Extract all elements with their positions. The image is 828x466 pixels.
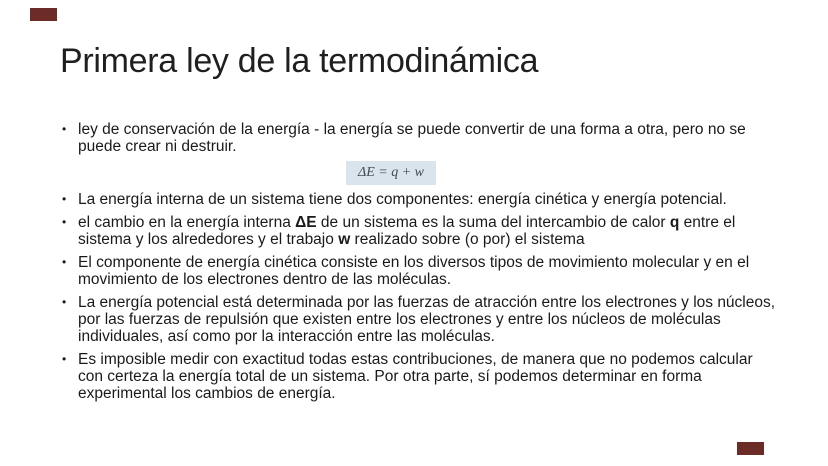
bullet-icon: • xyxy=(62,295,67,309)
bullet-icon: • xyxy=(62,122,67,136)
bullet-icon: • xyxy=(62,215,67,229)
list-item xyxy=(62,254,776,288)
bullet-text: La energía potencial está determinada por las fuerzas de atracción entre los electrones y los núcleos, por las fuerzas de repulsión que existen entre los electrones y entre los núcleos de moléculas individuales, así como por la interacción entre las moléculas. xyxy=(78,294,776,345)
accent-rect-top-left xyxy=(30,8,57,21)
bullet-text: Es imposible medir con exactitud todas estas contribuciones, de manera que no podemos calcular con certeza la energía total de un sistema. Por otra parte, sí podemos determinar en forma experimental los cambios de energía. xyxy=(78,351,753,402)
slide-title: Primera ley de la termodinámica xyxy=(60,42,539,80)
list-item xyxy=(62,191,776,208)
content-list xyxy=(62,121,776,408)
list-item xyxy=(62,121,776,155)
bullet-text: La energía interna de un sistema tiene dos componentes: energía cinética y energía potencial. xyxy=(78,191,727,208)
bullet-text: el cambio en la energía interna ΔE de un sistema es la suma del intercambio de calor q entre el sistema y los alrededores y el trabajo w realizado sobre (o por) el sistema xyxy=(78,214,736,248)
accent-rect-bottom-right xyxy=(737,442,764,455)
formula-row xyxy=(62,161,776,185)
bullet-icon: • xyxy=(62,255,67,269)
list-item xyxy=(62,351,776,402)
bullet-icon: • xyxy=(62,192,67,206)
list-item xyxy=(62,294,776,345)
formula-box: ΔE = q + w xyxy=(346,161,436,185)
list-item xyxy=(62,214,776,248)
bullet-text: El componente de energía cinética consiste en los diversos tipos de movimiento molecular y en el movimiento de los electrones dentro de las moléculas. xyxy=(78,254,750,288)
bullet-text: ley de conservación de la energía - la energía se puede convertir de una forma a otra, pero no se puede crear ni destruir. xyxy=(78,121,746,155)
bullet-icon: • xyxy=(62,352,67,366)
